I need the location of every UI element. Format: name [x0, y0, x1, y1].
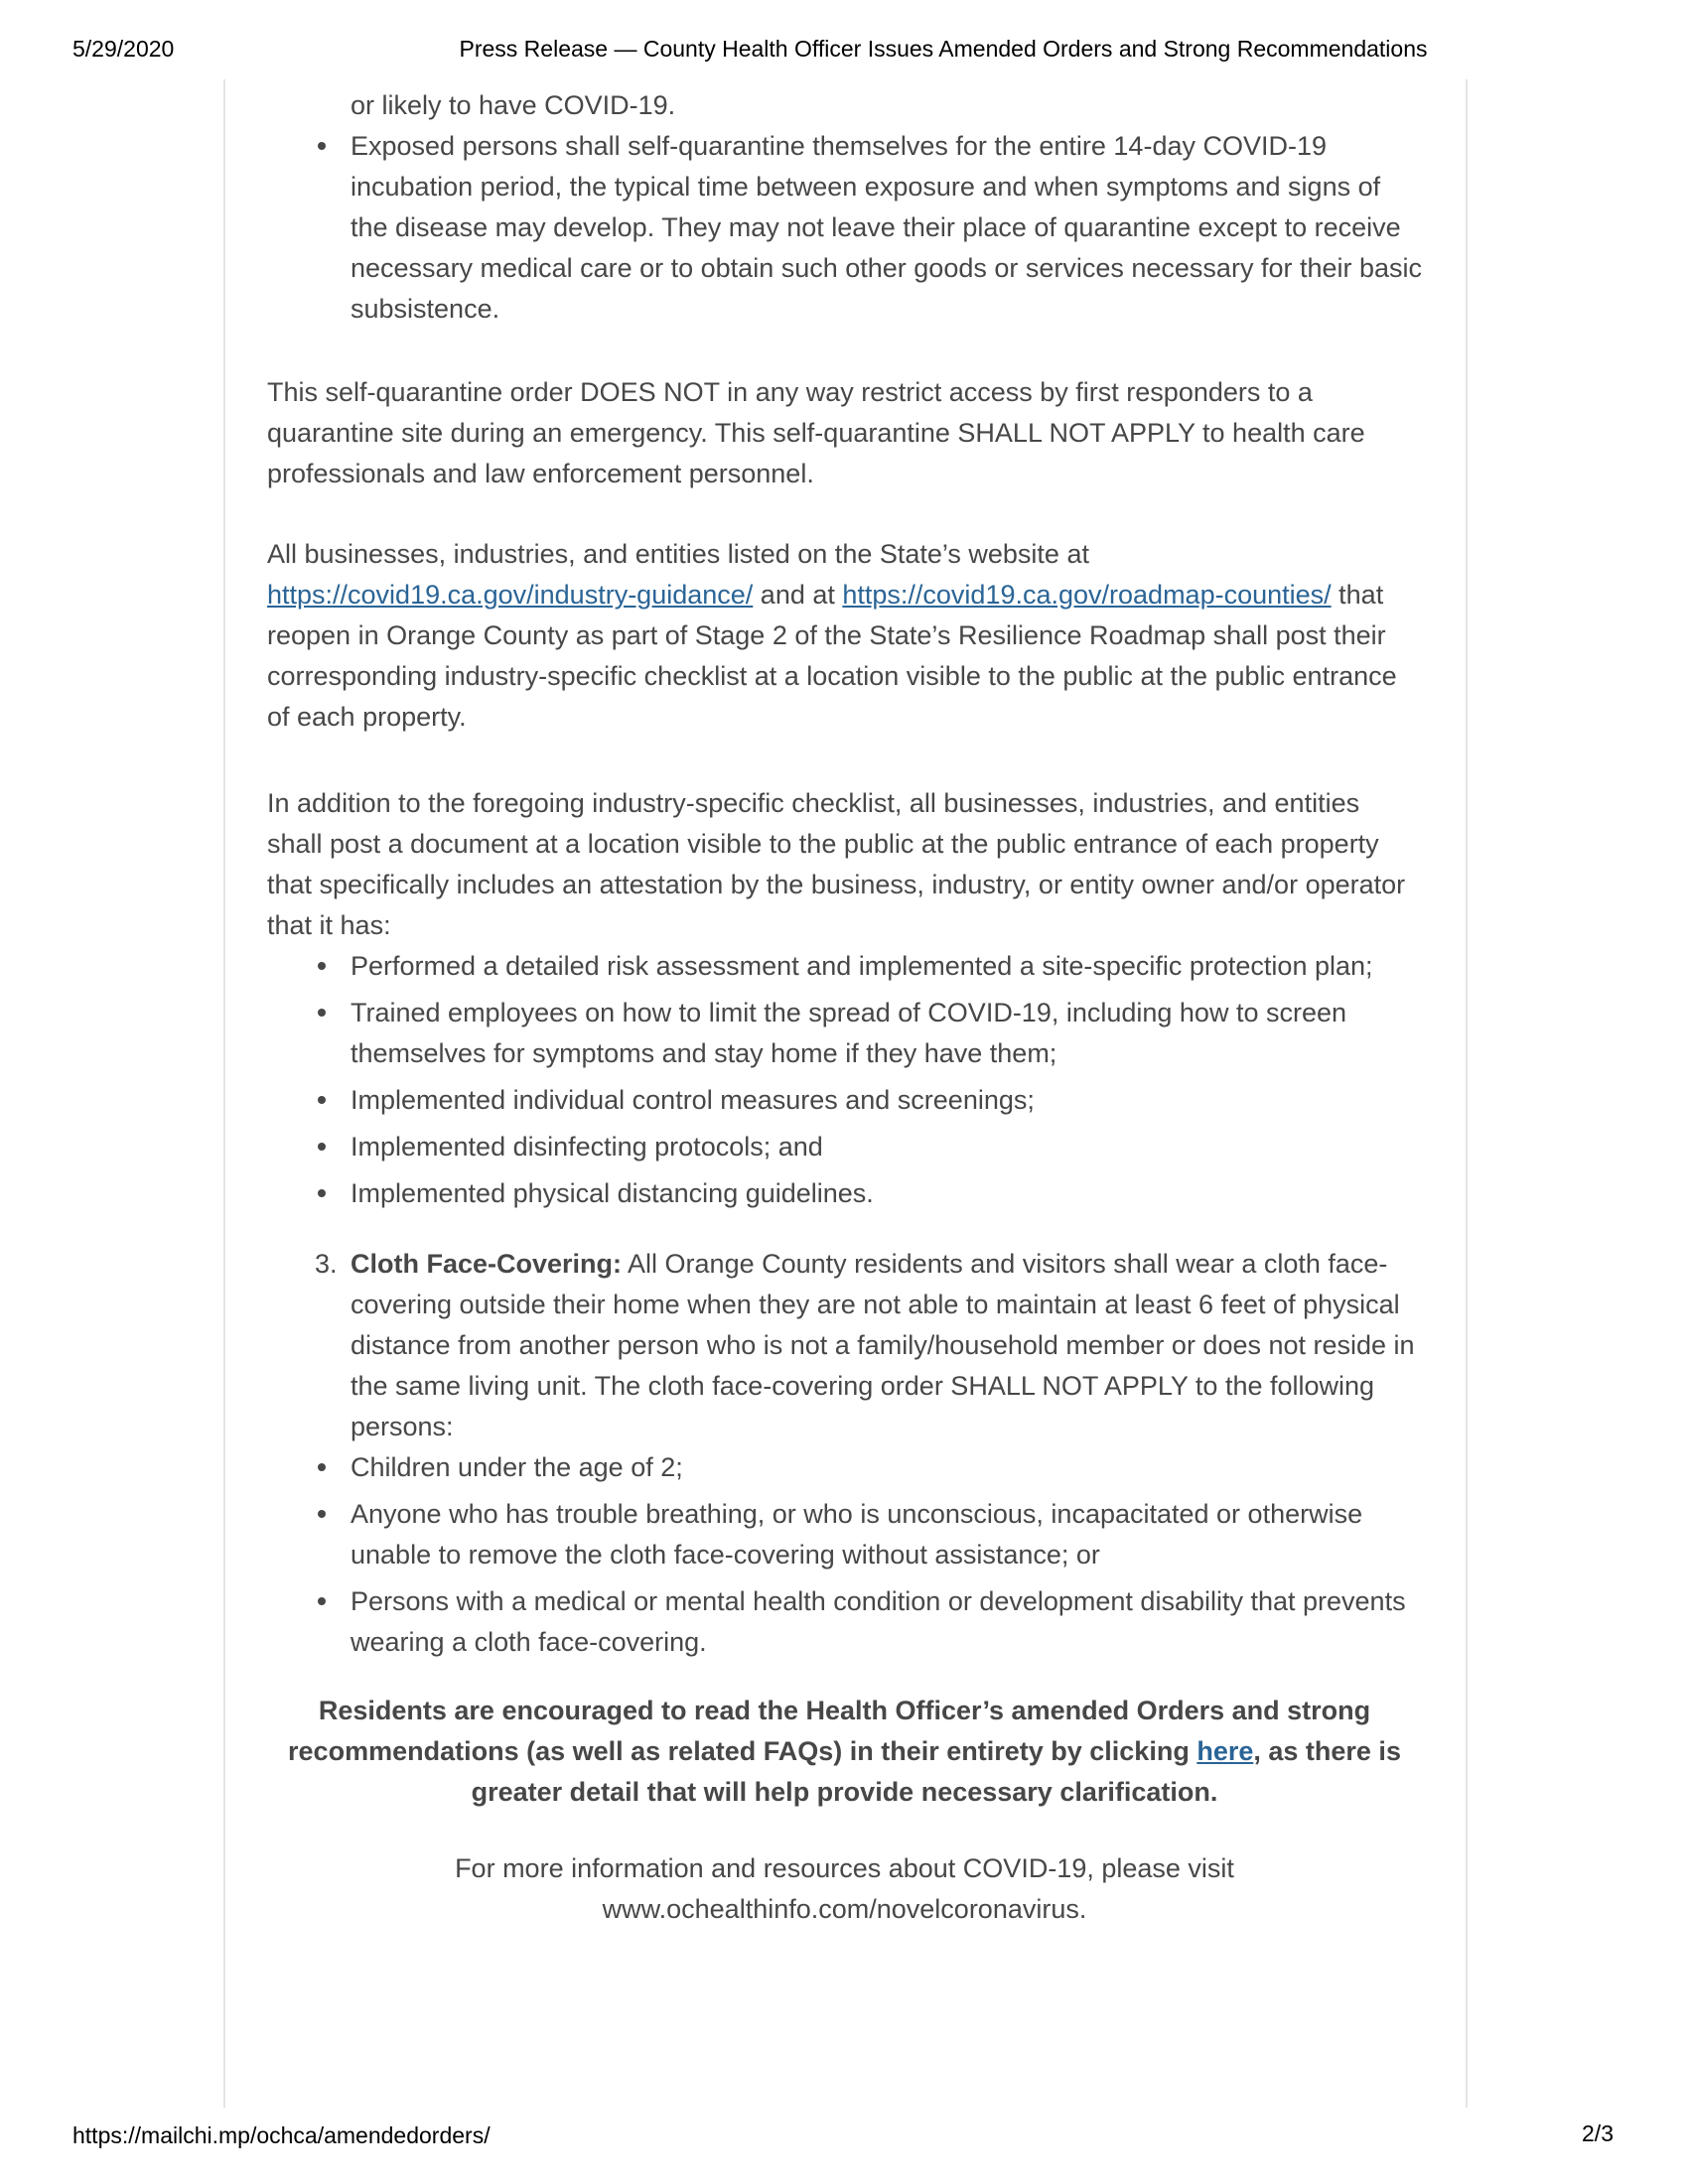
roadmap-counties-link[interactable]: https://covid19.ca.gov/roadmap-counties/	[842, 580, 1332, 610]
list-item	[351, 1173, 1422, 1214]
list-item	[351, 1581, 1422, 1663]
paragraph-text: and at	[753, 580, 843, 610]
list-item	[351, 1080, 1422, 1121]
paragraph-residents	[267, 1691, 1422, 1813]
item-text	[351, 1249, 1415, 1441]
numbered-item-cloth-face-covering	[267, 1244, 1422, 1447]
bullet-icon	[318, 1597, 326, 1605]
item-title: Cloth Face-Covering:	[351, 1249, 623, 1279]
bullet-icon	[318, 1189, 326, 1197]
paragraph-businesses	[267, 534, 1422, 738]
bullet-icon	[318, 1009, 326, 1017]
print-title: Press Release — County Health Officer Issues Amended Orders and Strong Recommendations	[459, 36, 1428, 62]
list-item-text: Performed a detailed risk assessment and implemented a site-specific protection plan;	[351, 951, 1373, 981]
list-item-text: Persons with a medical or mental health condition or development disability that prevents wearing a cloth face-covering.	[351, 1586, 1406, 1657]
email-content-column	[223, 79, 1468, 2108]
industry-guidance-link[interactable]: https://covid19.ca.gov/industry-guidance/	[267, 580, 754, 610]
list-item-text: Exposed persons shall self-quarantine themselves for the entire 14-day COVID-19 incubation period, the typical time between exposure and when symptoms and signs of the disease may develop. They may not leave their place of quarantine except to receive necessary medical care or to obtain such other goods or services necessary for their basic subsistence.	[351, 131, 1423, 324]
print-url: https://mailchi.mp/ochca/amendedorders/	[72, 2122, 491, 2148]
bullet-icon	[318, 962, 326, 970]
paragraph-text: All Orange County residents and visitors shall wear a cloth face-covering outside their home when they are not able to maintain at least 6 feet of physical distance from another person who is not a family/household member or does not reside in the same living unit. The cloth face-covering order SHALL NOT APPLY to the following persons:	[351, 1249, 1415, 1441]
bullet-icon	[318, 1096, 326, 1104]
bullet-icon	[318, 142, 326, 150]
paragraph-self-quarantine: This self-quarantine order DOES NOT in any way restrict access by first responders to a quarantine site during an emergency. This self-quarantine SHALL NOT APPLY to health care professionals and law enforcement personnel.	[267, 377, 1365, 488]
list-item-text: Implemented disinfecting protocols; and	[351, 1132, 823, 1161]
paragraph-more-info	[267, 1848, 1422, 1930]
here-link[interactable]: here	[1196, 1736, 1254, 1766]
list-item-text: Implemented physical distancing guidelines.	[351, 1178, 874, 1208]
list-item-text: Anyone who has trouble breathing, or who is unconscious, incapacitated or otherwise unable to remove the cloth face-covering without assistance; or	[351, 1499, 1363, 1570]
quarantine-list	[267, 126, 1422, 330]
paragraph-text: that reopen in Orange County as part of Stage 2 of the State’s Resilience Roadmap shall post their corresponding industry-specific checklist at a location visible to the public at the public entrance of each property.	[267, 580, 1397, 732]
paragraph-text: All businesses, industries, and entities listed on the State’s website at	[267, 539, 1089, 569]
print-date: 5/29/2020	[72, 36, 175, 62]
info-line: For more information and resources about COVID-19, please visit	[455, 1853, 1234, 1883]
item-number: 3.	[315, 1249, 338, 1279]
list-item	[351, 993, 1422, 1074]
paragraph-attestation-intro: In addition to the foregoing industry-specific checklist, all businesses, industries, and entities shall post a document at a location visible to the public at the public entrance of each property that specifically includes an attestation by the business, industry, or entity owner and/or operator that it has:	[267, 788, 1406, 940]
list-item	[351, 946, 1422, 987]
paragraph-text: Residents are encouraged to read the Health Officer’s amended Orders and strong recommendations (as well as related FAQs) in their entirety by clicking	[288, 1696, 1371, 1766]
list-item	[351, 126, 1422, 330]
list-item	[351, 1447, 1422, 1488]
list-item-text: Children under the age of 2;	[351, 1452, 683, 1482]
info-url: www.ochealthinfo.com/novelcoronavirus.	[602, 1894, 1087, 1924]
attestation-list	[267, 946, 1422, 1214]
bullet-icon	[318, 1510, 326, 1518]
page-number: 2/3	[1582, 2120, 1614, 2146]
list-item	[351, 1494, 1422, 1575]
list-item	[351, 1127, 1422, 1167]
paragraph-text: , as there is greater detail that will help provide necessary clarification.	[471, 1736, 1401, 1807]
list-item-text: Implemented individual control measures and screenings;	[351, 1085, 1035, 1115]
bullet-icon	[318, 1143, 326, 1151]
exemption-list	[267, 1447, 1422, 1663]
continued-bullet-text: or likely to have COVID-19.	[351, 90, 676, 120]
list-item-text: Trained employees on how to limit the spread of COVID-19, including how to screen themselves for symptoms and stay home if they have them;	[351, 998, 1347, 1068]
bullet-icon	[318, 1463, 326, 1471]
